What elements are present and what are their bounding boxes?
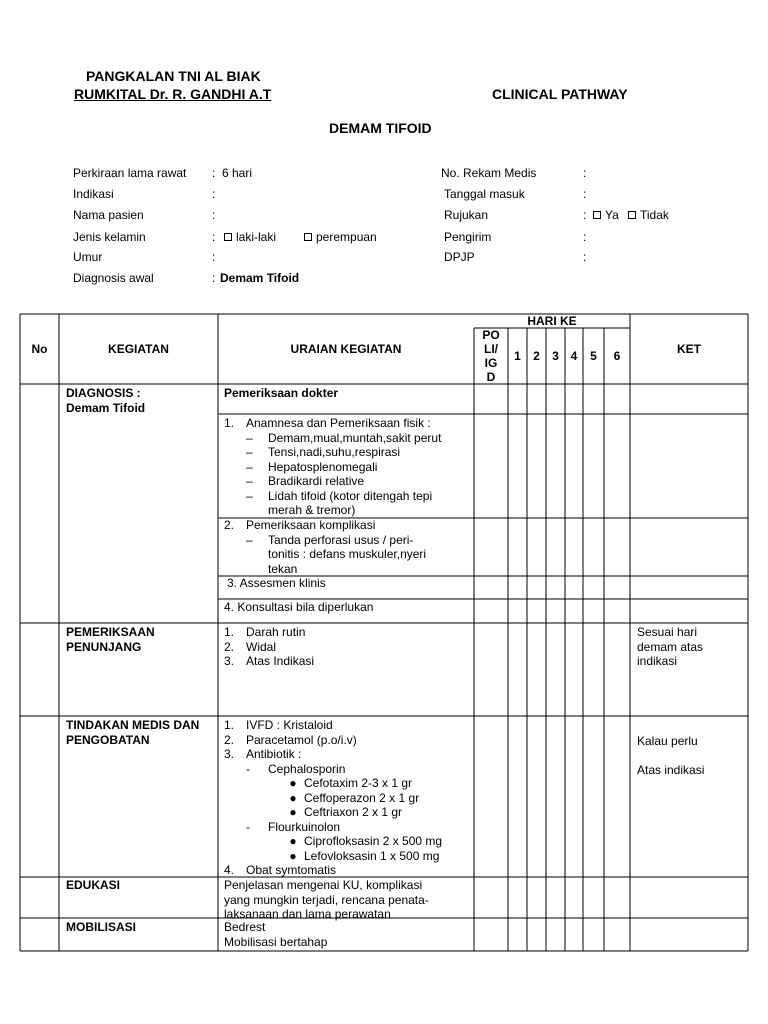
option-laki-laki[interactable]: laki-laki [222, 230, 276, 244]
org-name: PANGKALAN TNI AL BIAK [86, 68, 261, 84]
colon: : [212, 250, 216, 264]
doc-type: CLINICAL PATHWAY [492, 86, 628, 102]
label-rujukan: Rujukan [444, 208, 489, 222]
colon: : [212, 187, 216, 201]
bullet-icon: ● [289, 848, 297, 863]
col-header-day-5: 5 [590, 349, 597, 363]
col-header-day-2: 2 [533, 349, 540, 363]
col-header-day-3: 3 [552, 349, 559, 363]
kegiatan-diagnosis: DIAGNOSIS : Demam Tifoid [66, 386, 146, 415]
ket-atas-indikasi: Atas indikasi [637, 763, 705, 777]
label-nama-pasien: Nama pasien [73, 208, 144, 222]
label-jenis-kelamin: Jenis kelamin [73, 230, 146, 244]
colon: : [212, 208, 216, 222]
col-header-uraian: URAIAN KEGIATAN [290, 342, 402, 356]
uraian-edukasi: Penjelasan mengenai KU, komplikasi yang mungkin terjadi, rencana penata- laksanaan dan lama perawatan [224, 878, 429, 921]
col-header-poli-igd: PO LI/ IG D [482, 328, 500, 384]
bullet-icon: ● [289, 790, 297, 805]
bullet-icon: ● [289, 805, 297, 819]
colon: : [583, 166, 587, 180]
col-header-kegiatan: KEGIATAN [108, 342, 169, 356]
ket-kalau-perlu: Kalau perlu [637, 734, 698, 748]
colon: : [583, 250, 587, 264]
option-ya[interactable]: Ya [591, 208, 619, 222]
uraian-anamnesa: 1. Anamnesa dan Pemeriksaan fisik : – Demam,mual,muntah,sakit perut – Tensi,nadi,suhu,respirasi – Hepatosplenomegali – Bradikardi relative – Lidah tifoid (kotor ditengah tepi merah & tremor) [224, 416, 442, 517]
kegiatan-tindakan: TINDAKAN MEDIS DAN PENGOBATAN [66, 718, 200, 747]
option-tidak[interactable]: Tidak [626, 208, 669, 222]
page-title: DEMAM TIFOID [329, 120, 432, 136]
uraian-mobilisasi: Bedrest Mobilisasi bertahap [224, 920, 328, 949]
label-diagnosis-awal: Diagnosis awal [73, 271, 154, 285]
label-lama-rawat: Perkiraan lama rawat [73, 166, 187, 180]
kegiatan-penunjang: PEMERIKSAAN PENUNJANG [66, 625, 155, 654]
kegiatan-edukasi: EDUKASI [66, 878, 121, 892]
col-header-day-1: 1 [514, 349, 521, 363]
colon: : [212, 271, 216, 285]
label-dpjp: DPJP [444, 250, 475, 264]
col-header-day-4: 4 [570, 349, 578, 363]
label-rekam-medis: No. Rekam Medis [441, 166, 537, 180]
uraian-tindakan: 1. IVFD : Kristaloid 2. Paracetamol (p.o/i.v) 3. Antibiotik : - Cephalosporin ● Cefotaxim 2-3 x 1 gr ● Ceffoperazon 2 x 1 gr ● Ceftriaxon 2 x 1 gr - Flourkuinolon ● Ciprofloksasin 2 x 500 mg ● Lefovloksasin 1 x 500 mg 4. Obat symtomatis [224, 718, 443, 877]
uraian-penunjang: 1. Darah rutin 2. Widal 3. Atas Indikasi [224, 625, 315, 668]
bullet-icon: ● [289, 776, 297, 790]
col-header-no: No [31, 342, 48, 356]
colon: : [583, 187, 587, 201]
colon: : [583, 230, 587, 244]
label-indikasi: Indikasi [73, 187, 114, 201]
ket-penunjang: Sesuai hari demam atas indikasi [637, 625, 704, 668]
label-pengirim: Pengirim [444, 230, 492, 244]
colon: : [212, 166, 216, 180]
col-header-day-6: 6 [613, 349, 621, 363]
uraian-komplikasi: 2. Pemeriksaan komplikasi – Tanda perforasi usus / peri- tonitis : defans muskuler,nyeri tekan [224, 518, 427, 576]
hospital-name: RUMKITAL Dr. R. GANDHI A.T [74, 86, 272, 102]
option-perempuan[interactable]: perempuan [302, 230, 377, 244]
value-lama-rawat: 6 hari [222, 166, 253, 180]
kegiatan-mobilisasi: MOBILISASI [66, 920, 137, 934]
label-umur: Umur [73, 250, 103, 264]
pemeriksaan-dokter: Pemeriksaan dokter [224, 386, 339, 400]
bullet-icon: ● [289, 834, 297, 848]
colon: : [212, 230, 216, 244]
col-header-hari-ke: HARI KE [527, 314, 577, 328]
colon: : [583, 208, 587, 222]
label-tanggal-masuk: Tanggal masuk [444, 187, 525, 201]
uraian-konsultasi: 4. Konsultasi bila diperlukan [224, 600, 374, 614]
value-diagnosis-awal: Demam Tifoid [220, 271, 300, 285]
col-header-ket: KET [677, 342, 701, 356]
uraian-assesmen: 3. Assesmen klinis [227, 576, 326, 590]
